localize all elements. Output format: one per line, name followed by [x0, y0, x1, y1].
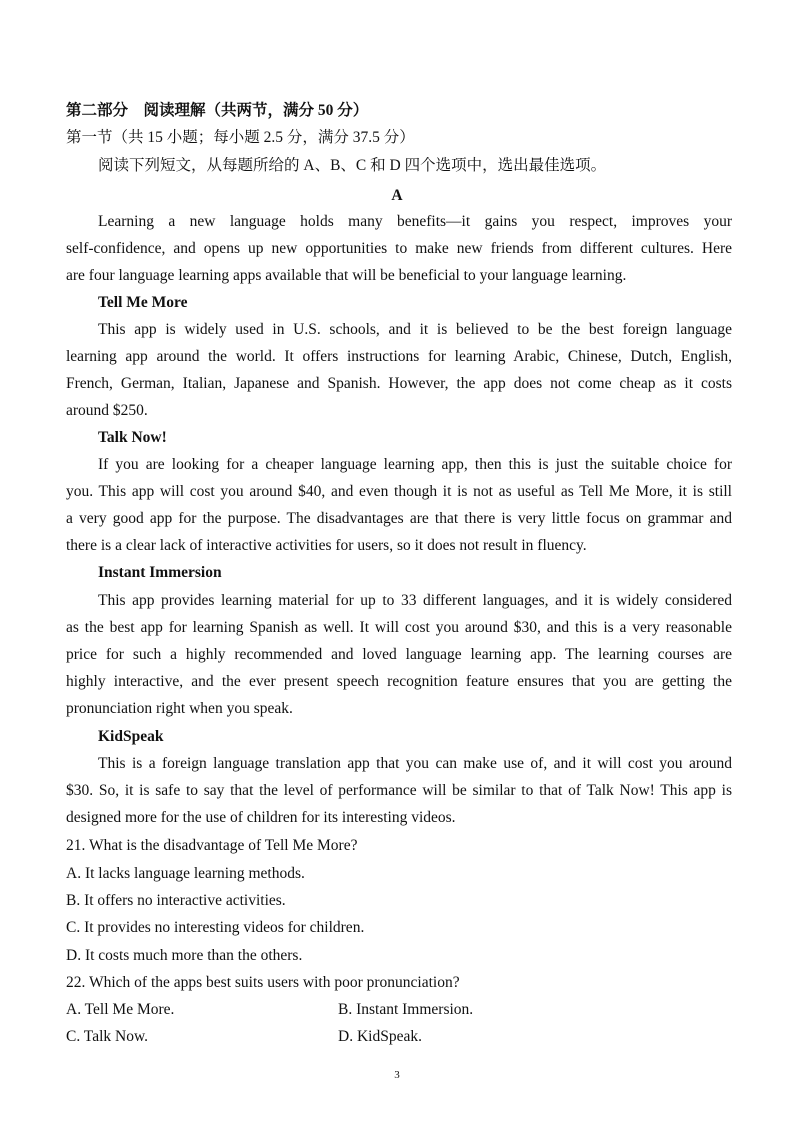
app-heading-talk-now: Talk Now!: [98, 429, 167, 446]
intro-line: self-confidence, and opens up new opportunities to make new friends from different cultures. Here: [66, 240, 732, 257]
question-21-option-b[interactable]: B. It offers no interactive activities.: [66, 892, 286, 909]
question-22-option-b[interactable]: B. Instant Immersion.: [338, 1001, 474, 1018]
sub-heading: 第一节（共 15 小题；每小题 2.5 分，满分 37.5 分）: [66, 129, 415, 146]
app-text-line: This is a foreign language translation app that you can make use of, and it will cost you around: [98, 755, 732, 772]
app-text-line: you. This app will cost you around $40, and even though it is not as useful as Tell Me More, it is still: [66, 483, 732, 500]
part-heading: 第二部分 阅读理解（共两节，满分 50 分）: [66, 102, 369, 119]
passage-letter: A: [391, 187, 403, 204]
app-heading-kidspeak: KidSpeak: [98, 728, 164, 745]
app-heading-instant-immersion: Instant Immersion: [98, 564, 222, 581]
question-22-option-c[interactable]: C. Talk Now.: [66, 1028, 149, 1045]
instruction: 阅读下列短文，从每题所给的 A、B、C 和 D 四个选项中，选出最佳选项。: [98, 157, 607, 174]
question-21-option-a[interactable]: A. It lacks language learning methods.: [66, 865, 305, 882]
app-text-line: as the best app for learning Spanish as well. It will cost you around $30, and this is a very reasonable: [66, 619, 732, 636]
question-21-option-c[interactable]: C. It provides no interesting videos for children.: [66, 919, 365, 936]
question-21-option-d[interactable]: D. It costs much more than the others.: [66, 947, 303, 964]
question-22-stem: 22. Which of the apps best suits users with poor pronunciation?: [66, 974, 460, 991]
app-text-line: If you are looking for a cheaper language learning app, then this is just the suitable choice for: [98, 456, 732, 473]
app-text-line: designed more for the use of children for its interesting videos.: [66, 809, 456, 826]
app-text-line: French, German, Italian, Japanese and Spanish. However, the app does not come cheap as it costs: [66, 375, 732, 392]
app-text-line: price for such a highly recommended and loved language learning app. The learning courses are: [66, 646, 732, 663]
question-21-stem: 21. What is the disadvantage of Tell Me More?: [66, 837, 358, 854]
app-text-line: there is a clear lack of interactive activities for users, so it does not result in fluency.: [66, 537, 587, 554]
app-text-line: $30. So, it is safe to say that the level of performance will be similar to that of Talk Now! This app is: [66, 782, 732, 799]
intro-line: Learning a new language holds many benefits—it gains you respect, improves your: [98, 213, 732, 230]
app-text-line: This app provides learning material for up to 33 different languages, and it is widely considered: [98, 592, 732, 609]
app-text-line: highly interactive, and the ever present speech recognition feature ensures that you are getting the: [66, 673, 732, 690]
page-number: 3: [394, 1069, 400, 1081]
app-text-line: learning app around the world. It offers instructions for learning Arabic, Chinese, Dutch, English,: [66, 348, 732, 365]
question-22-option-a[interactable]: A. Tell Me More.: [66, 1001, 175, 1018]
intro-line: are four language learning apps available that will be beneficial to your language learning.: [66, 267, 627, 284]
app-text-line: around $250.: [66, 402, 148, 419]
question-22-option-d[interactable]: D. KidSpeak.: [338, 1028, 422, 1045]
app-text-line: pronunciation right when you speak.: [66, 700, 293, 717]
app-text-line: This app is widely used in U.S. schools, and it is believed to be the best foreign language: [98, 321, 732, 338]
app-text-line: a very good app for the purpose. The disadvantages are that there is very little focus on grammar and: [66, 510, 732, 527]
app-heading-tell-me-more: Tell Me More: [98, 294, 188, 311]
